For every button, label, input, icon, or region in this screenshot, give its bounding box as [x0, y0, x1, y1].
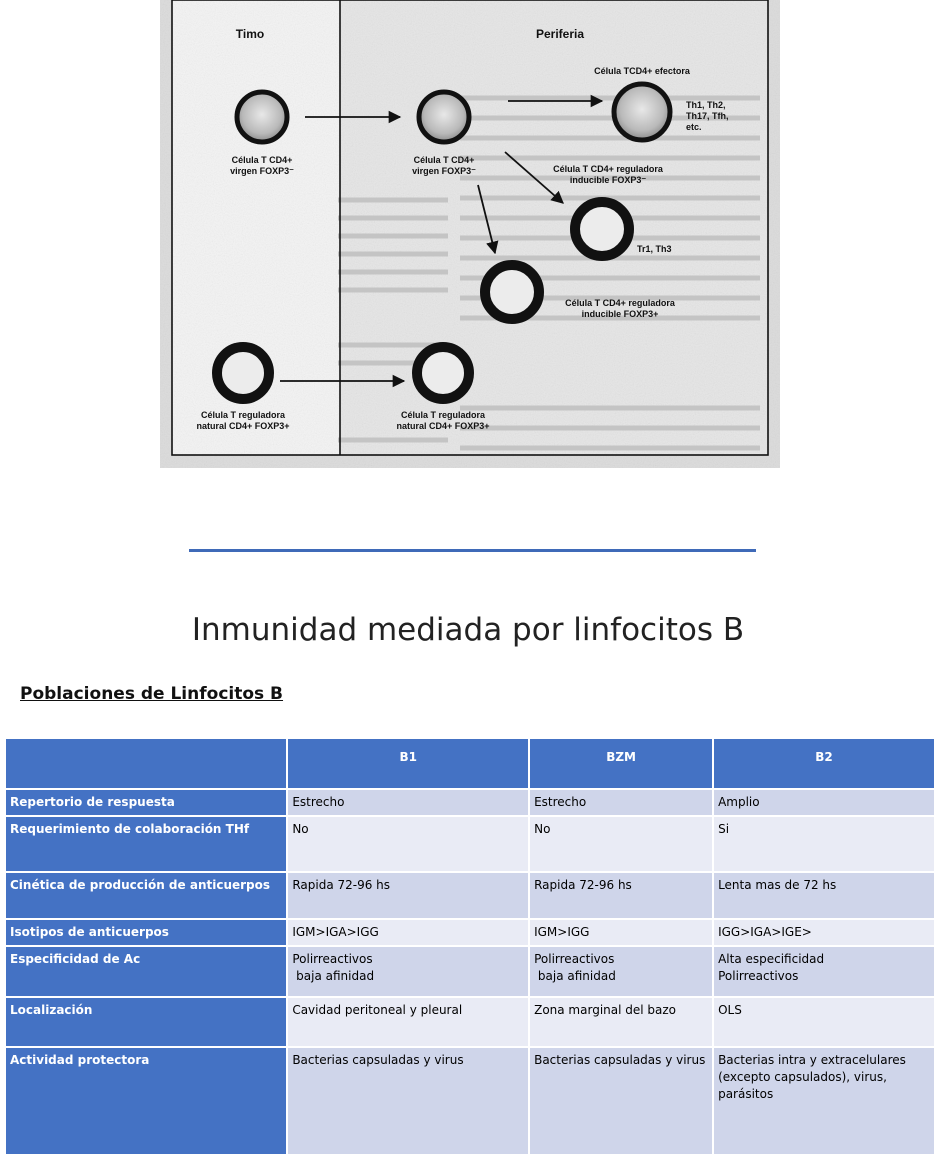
caption-timo-virgen: Célula T CD4+ virgen FOXP3⁻	[230, 155, 294, 176]
caption-efectora: Célula TCD4+ efectora	[594, 66, 690, 76]
table-row	[5, 872, 935, 919]
page-title: Inmunidad mediada por linfocitos B	[191, 612, 745, 648]
table-row	[5, 997, 935, 1047]
table-cell: Estrecho	[287, 789, 529, 816]
b-lymphocyte-table	[4, 737, 936, 1156]
table-cell: Estrecho	[529, 789, 713, 816]
table-row	[5, 946, 935, 997]
row-label: Localización	[5, 997, 287, 1047]
table-cell: Si	[713, 816, 935, 872]
table-row	[5, 919, 935, 946]
table-header-row	[5, 738, 935, 789]
cell-periferia-virgen	[419, 92, 469, 142]
table-cell: OLS	[713, 997, 935, 1047]
cell-natural-timo	[217, 347, 269, 399]
row-label: Isotipos de anticuerpos	[5, 919, 287, 946]
table-cell: No	[287, 816, 529, 872]
table-header-empty	[5, 738, 287, 789]
table-header-b1: B1	[287, 738, 529, 789]
caption-tr-label: Tr1, Th3	[637, 244, 672, 254]
table-cell: Alta especificidad Polirreactivos	[713, 946, 935, 997]
table-cell: Polirreactivos baja afinidad	[287, 946, 529, 997]
table-cell: Rapida 72-96 hs	[529, 872, 713, 919]
table-cell: Cavidad peritoneal y pleural	[287, 997, 529, 1047]
caption-reguladora-inducible-2: Célula T CD4+ reguladora inducible FOXP3+	[565, 298, 675, 319]
row-label: Actividad protectora	[5, 1047, 287, 1155]
caption-natural-periferia: Célula T reguladora natural CD4+ FOXP3+	[396, 410, 490, 431]
cell-natural-periferia	[417, 347, 469, 399]
table-row	[5, 789, 935, 816]
table-cell: Zona marginal del bazo	[529, 997, 713, 1047]
table-row	[5, 816, 935, 872]
table-cell: Bacterias capsuladas y virus	[287, 1047, 529, 1155]
table-row	[5, 1047, 935, 1155]
cell-reguladora-inducible-2	[485, 265, 539, 319]
cell-reguladora-inducible-1	[575, 202, 629, 256]
table-cell: Lenta mas de 72 hs	[713, 872, 935, 919]
table-cell: IGM>IGG	[529, 919, 713, 946]
table-cell: Bacterias intra y extracelulares (excepto capsulados), virus, parásitos	[713, 1047, 935, 1155]
table-cell: Polirreactivos baja afinidad	[529, 946, 713, 997]
table-cell: IGG>IGA>IGE>	[713, 919, 935, 946]
timo-label: Timo	[235, 27, 265, 41]
table-cell: IGM>IGA>IGG	[287, 919, 529, 946]
table-header-b2: B2	[713, 738, 935, 789]
table-cell: Bacterias capsuladas y virus	[529, 1047, 713, 1155]
row-label: Cinética de producción de anticuerpos	[5, 872, 287, 919]
caption-reguladora-inducible-1: Célula T CD4+ reguladora inducible FOXP3⁻	[553, 164, 663, 185]
table-header-bzm: BZM	[529, 738, 713, 789]
row-label: Requerimiento de colaboración THf	[5, 816, 287, 872]
caption-periferia-virgen: Célula T CD4+ virgen FOXP3⁻	[412, 155, 476, 176]
cell-timo-virgen	[237, 92, 287, 142]
caption-efectora-subsets: Th1, Th2, Th17, Tfh, etc.	[686, 100, 729, 132]
table-cell: Amplio	[713, 789, 935, 816]
t-cell-diagram	[160, 0, 780, 468]
cell-efectora	[614, 84, 670, 140]
table-cell: Rapida 72-96 hs	[287, 872, 529, 919]
caption-natural-timo: Célula T reguladora natural CD4+ FOXP3+	[196, 410, 290, 431]
section-divider	[189, 549, 756, 552]
periferia-label: Periferia	[535, 27, 585, 41]
row-label: Repertorio de respuesta	[5, 789, 287, 816]
section-title: Poblaciones de Linfocitos B	[20, 684, 284, 704]
row-label: Especificidad de Ac	[5, 946, 287, 997]
table-cell: No	[529, 816, 713, 872]
